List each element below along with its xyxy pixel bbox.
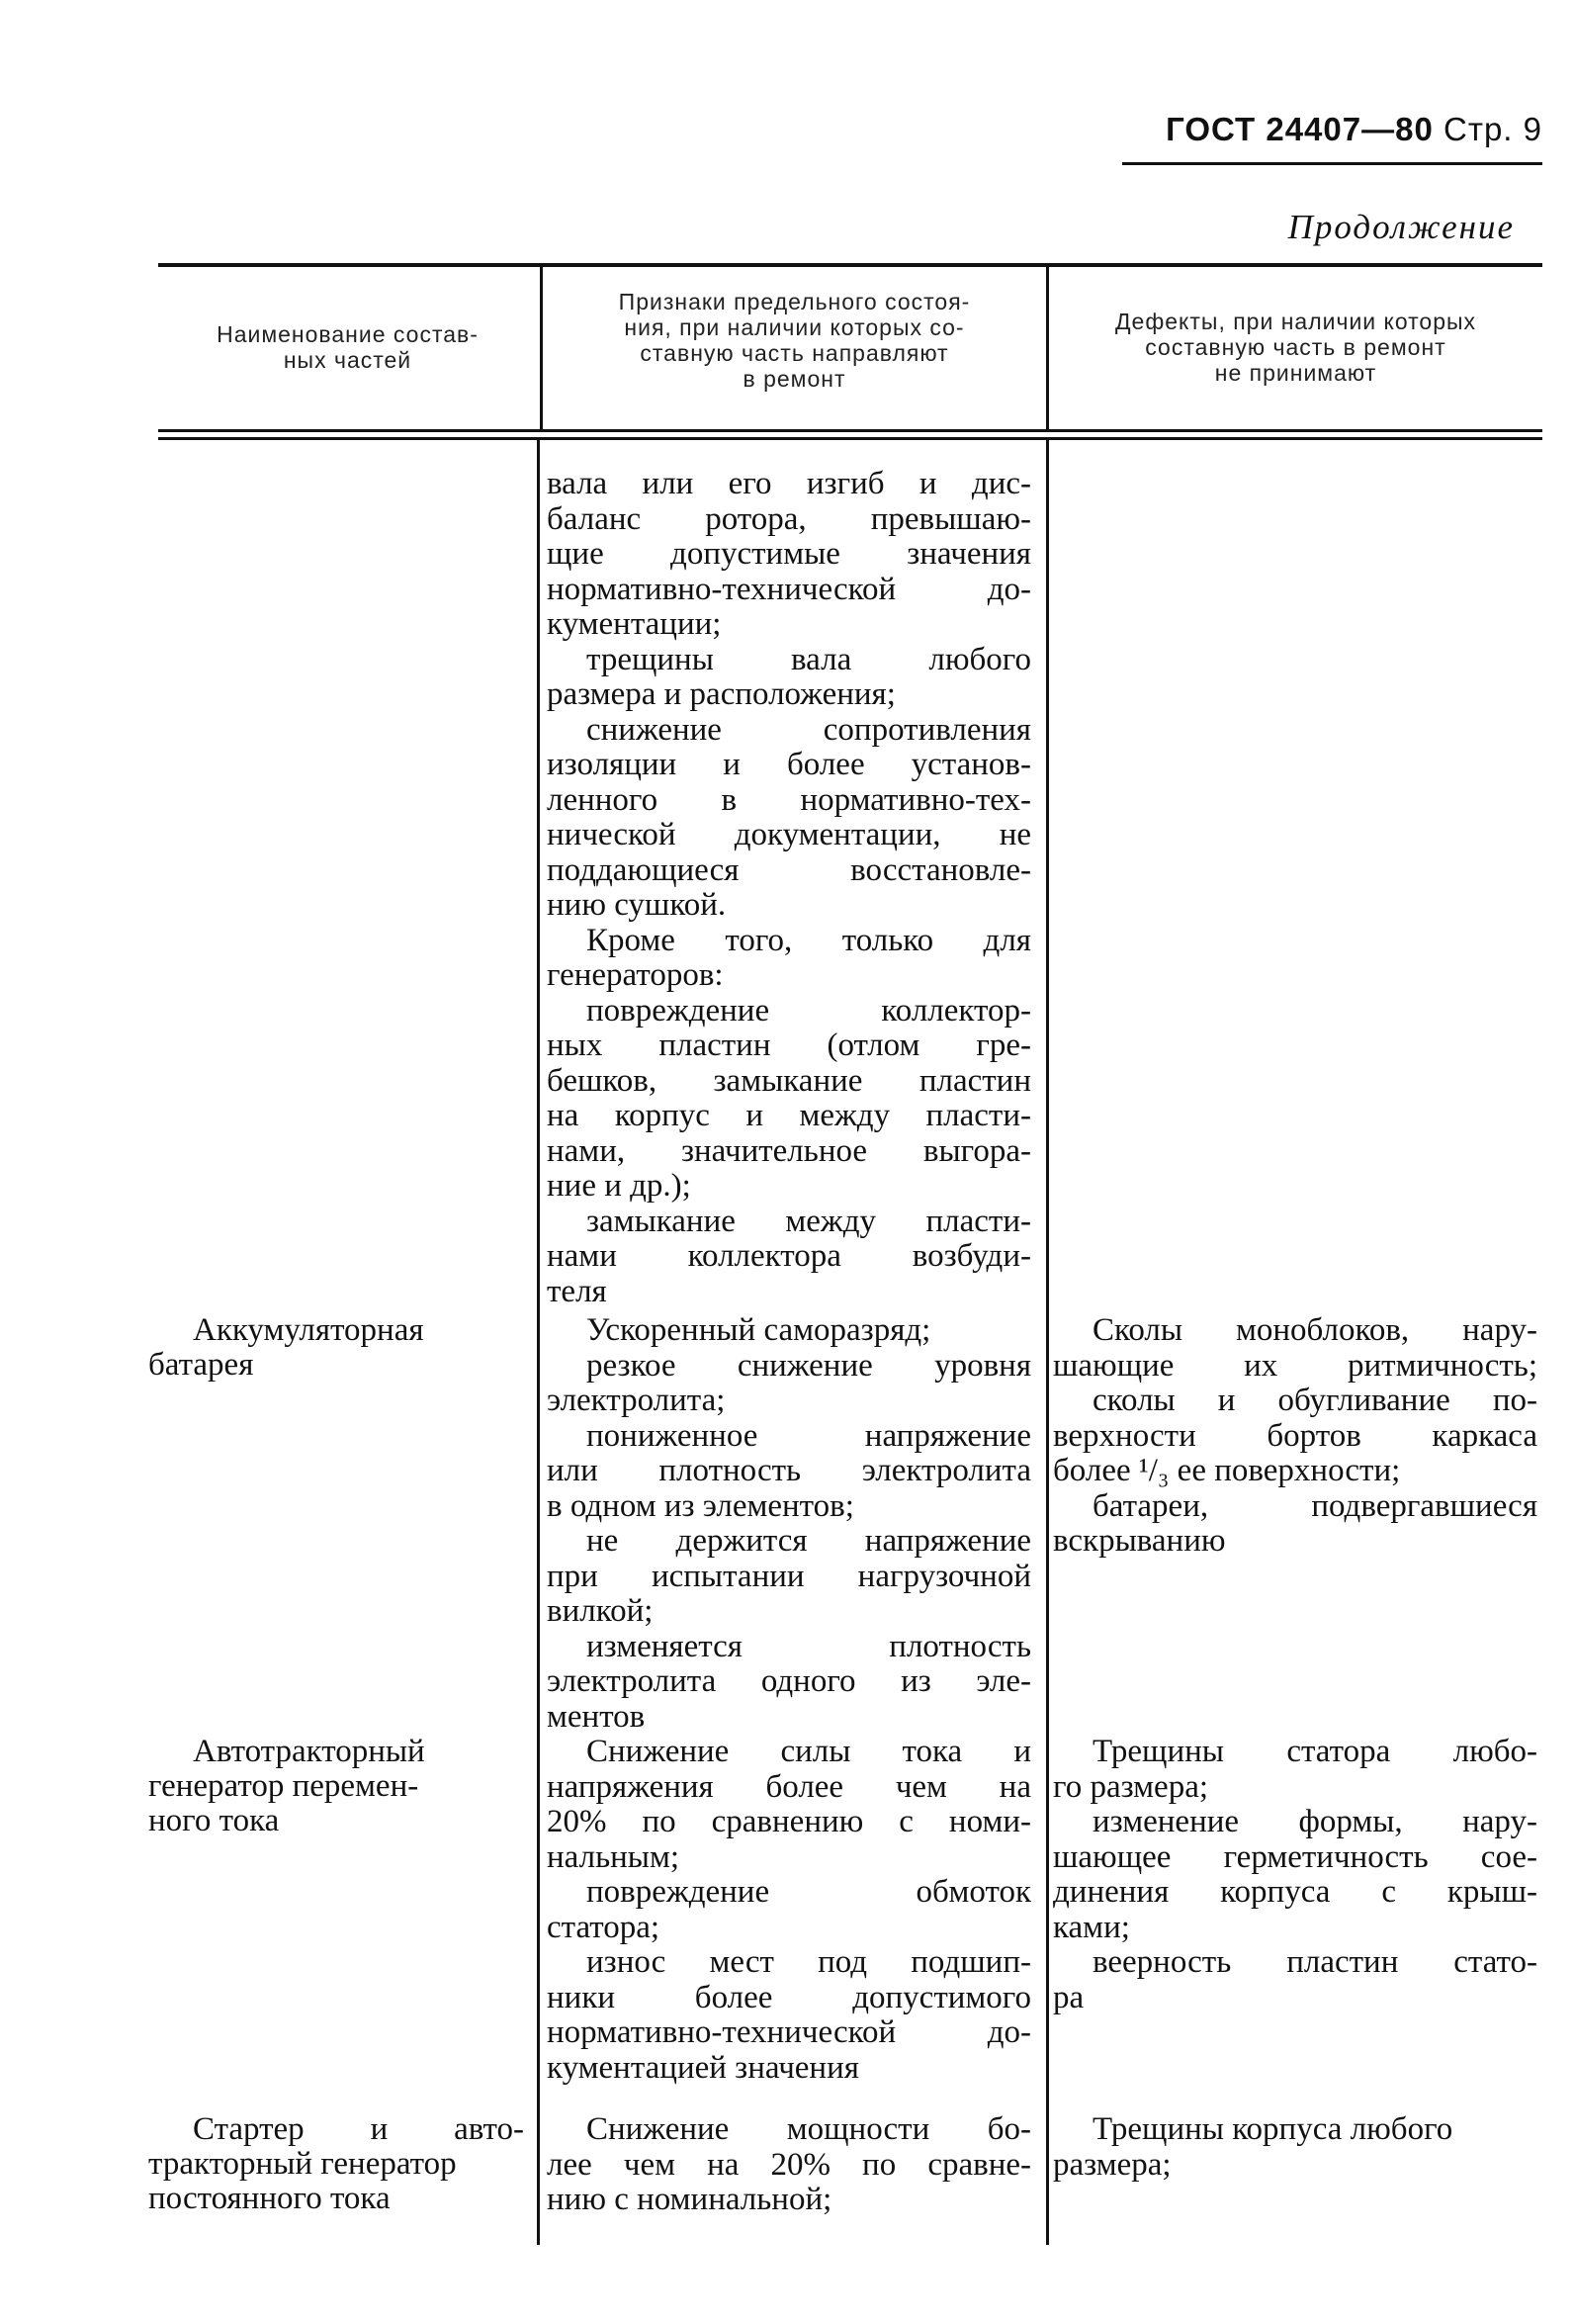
text-line: электролита одного из эле- bbox=[547, 1663, 1031, 1699]
text-line: не держится напряжение bbox=[586, 1523, 1031, 1559]
text-line: Снижение мощности бо- bbox=[586, 2111, 1031, 2147]
text-line: трещины вала любого bbox=[586, 641, 1031, 677]
text-line: генератор перемен- bbox=[148, 1768, 419, 1804]
text-line: постоянного тока bbox=[148, 2181, 391, 2216]
text-line: бешков, замыкание пластин bbox=[547, 1062, 1031, 1099]
text-line: ники более допустимого bbox=[547, 1979, 1031, 2015]
starter-signs-cell bbox=[547, 2112, 1031, 2218]
text-line: статора; bbox=[547, 1909, 660, 1945]
ac-generator-defects-cell bbox=[1053, 1735, 1537, 2015]
text-line: изоляции и более установ- bbox=[547, 747, 1031, 782]
starter-defects-cell bbox=[1053, 2112, 1537, 2183]
text-line: резкое снижение уровня bbox=[586, 1347, 1031, 1384]
text-line: размера; bbox=[1053, 2146, 1172, 2183]
text-line: нами, значительное выгора- bbox=[547, 1132, 1031, 1169]
text-line: лее чем на 20% по сравне- bbox=[547, 2146, 1031, 2183]
page-header bbox=[1107, 111, 1542, 148]
text-line: баланс ротора, превышаю- bbox=[547, 500, 1031, 537]
text-line: сколы и обугливание по- bbox=[1093, 1383, 1537, 1418]
column-header-signs: Признаки предельного состоя- ния, при наличии которых со- ставную часть направляют в ремонт bbox=[618, 289, 971, 392]
text-line: ками; bbox=[1053, 1909, 1130, 1945]
text-line: напряжения более чем на bbox=[547, 1768, 1031, 1805]
text-line: нальным; bbox=[547, 1838, 679, 1875]
text-line: вилкой; bbox=[547, 1593, 654, 1629]
column-header-defects: Дефекты, при наличии которых составную часть в ремонт не принимают bbox=[1114, 309, 1477, 386]
column-divider-2 bbox=[1046, 439, 1049, 2245]
text-line: Трещины корпуса любого bbox=[1093, 2111, 1453, 2147]
text-line: щие допустимые значения bbox=[547, 536, 1031, 572]
text-line: ние и др.); bbox=[547, 1168, 691, 1204]
starter-name-cell bbox=[148, 2112, 524, 2216]
text-line: нию с номинальной; bbox=[547, 2182, 832, 2217]
ac-generator-signs-cell bbox=[547, 1735, 1031, 2086]
text-line: динения корпуса с крыш- bbox=[1053, 1874, 1537, 1910]
text-line: кументации; bbox=[547, 606, 722, 642]
text-line: изменяется плотность bbox=[586, 1628, 1031, 1664]
text-line: батарея bbox=[148, 1347, 254, 1383]
text-line: генераторов: bbox=[547, 957, 724, 993]
text-line: Автотракторный bbox=[193, 1734, 425, 1769]
text-line: замыкание между пласти- bbox=[586, 1203, 1031, 1239]
text-line: шающие их ритмичность; bbox=[1053, 1347, 1537, 1384]
gost-number: ГОСТ 24407—80 bbox=[1166, 111, 1434, 147]
text-line: Трещины статора любо- bbox=[1093, 1734, 1537, 1769]
continuation-label: Продолжение bbox=[1287, 208, 1515, 246]
table-header-rule-2 bbox=[158, 437, 1542, 440]
text-line: Ускоренный саморазряд; bbox=[586, 1312, 931, 1348]
page-number: Стр. 9 bbox=[1443, 111, 1542, 147]
table-header-rule-1 bbox=[158, 429, 1542, 432]
text-line: нической документации, не bbox=[547, 817, 1031, 852]
header-rule bbox=[1122, 162, 1542, 165]
text-line: Сколы моноблоков, нару- bbox=[1093, 1312, 1537, 1348]
text-line: Аккумуляторная bbox=[193, 1312, 424, 1348]
text-line: износ мест под подшип- bbox=[586, 1944, 1031, 1980]
text-line: при испытании нагрузочной bbox=[547, 1558, 1031, 1594]
text-line: или плотность электролита bbox=[547, 1453, 1031, 1488]
text-line: размера и расположения; bbox=[547, 676, 896, 712]
text-line: Кроме того, только для bbox=[586, 922, 1031, 958]
text-line: го размера; bbox=[1053, 1768, 1209, 1805]
text-line: Стартер и авто- bbox=[193, 2111, 524, 2147]
battery-name-cell bbox=[148, 1313, 524, 1383]
text-line: 20% по сравнению с номи- bbox=[547, 1804, 1031, 1839]
text-line: веерность пластин стато- bbox=[1093, 1944, 1537, 1980]
text-line: более ¹/₃ ее поверхности; bbox=[1053, 1453, 1401, 1488]
text-line: ра bbox=[1053, 1979, 1085, 2015]
text-line: ленного в нормативно-тех- bbox=[547, 781, 1031, 818]
text-line: ментов bbox=[547, 1698, 646, 1735]
text-line: шающее герметичность сое- bbox=[1053, 1838, 1537, 1875]
text-line: вскрыванию bbox=[1053, 1523, 1226, 1559]
text-line: электролита; bbox=[547, 1383, 726, 1418]
ac-generator-name-cell bbox=[148, 1735, 524, 1838]
text-line: теля bbox=[547, 1273, 607, 1309]
text-line: изменение формы, нару- bbox=[1093, 1804, 1537, 1839]
column-divider-1 bbox=[537, 439, 540, 2245]
text-line: поддающиеся восстановле- bbox=[547, 851, 1031, 888]
battery-defects-cell bbox=[1053, 1313, 1537, 1560]
text-line: тракторный генератор bbox=[148, 2146, 457, 2182]
text-line: верхности бортов каркаса bbox=[1053, 1417, 1537, 1454]
text-line: кументацией значения bbox=[547, 2049, 859, 2086]
text-line: повреждение обмоток bbox=[586, 1874, 1031, 1910]
text-line: ного тока bbox=[148, 1803, 280, 1838]
text-line: в одном из элементов; bbox=[547, 1487, 854, 1524]
column-header-name: Наименование состав- ных частей bbox=[217, 321, 479, 373]
text-line: батареи, подвергавшиеся bbox=[1093, 1487, 1537, 1524]
text-line: нию сушкой. bbox=[547, 887, 727, 923]
text-line: нами коллектора возбуди- bbox=[547, 1238, 1031, 1274]
text-line: снижение сопротивления bbox=[586, 711, 1031, 748]
text-line: нормативно-технической до- bbox=[547, 571, 1031, 607]
table-top-rule bbox=[158, 263, 1542, 267]
text-line: повреждение коллектор- bbox=[586, 992, 1031, 1028]
text-line: вала или его изгиб и дис- bbox=[547, 466, 1031, 501]
continued-signs-cell bbox=[547, 467, 1031, 1309]
text-line: Снижение силы тока и bbox=[586, 1734, 1031, 1769]
text-line: ных пластин (отлом гре- bbox=[547, 1028, 1031, 1063]
battery-signs-cell bbox=[547, 1313, 1031, 1735]
text-line: нормативно-технической до- bbox=[547, 2014, 1031, 2050]
text-line: пониженное напряжение bbox=[586, 1417, 1031, 1454]
text-line: на корпус и между пласти- bbox=[547, 1098, 1031, 1133]
